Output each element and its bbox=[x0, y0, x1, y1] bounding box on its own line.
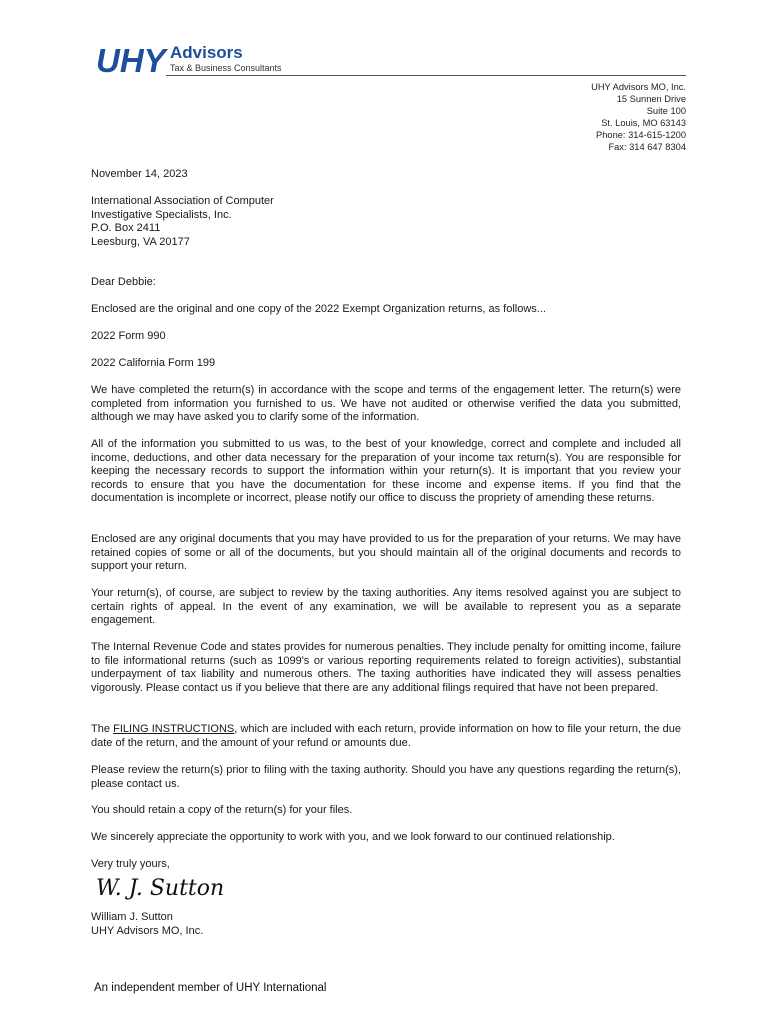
intro-paragraph: Enclosed are the original and one copy of the 2022 Exempt Organization returns, as follows... bbox=[91, 303, 546, 315]
address-line: Phone: 314-615-1200 bbox=[596, 130, 686, 140]
address-line: St. Louis, MO 63143 bbox=[601, 118, 686, 128]
signer-company: UHY Advisors MO, Inc. bbox=[91, 924, 204, 937]
signer-name: William J. Sutton bbox=[91, 911, 173, 923]
filing-instructions-link[interactable]: FILING INSTRUCTIONS bbox=[113, 723, 235, 735]
form-990-item: 2022 Form 990 bbox=[91, 330, 166, 342]
paragraph-filing-instructions bbox=[91, 723, 681, 750]
paragraph-appreciation: We sincerely appreciate the opportunity to work with you, and we look forward to our continued relationship. bbox=[91, 831, 615, 843]
paragraph-review-prior: Please review the return(s) prior to filing with the taxing authority. Should you have any questions regarding the return(s), please contact us. bbox=[91, 764, 681, 790]
signature bbox=[94, 873, 244, 907]
recipient-line: Leesburg, VA 20177 bbox=[91, 235, 190, 248]
logo-graphic bbox=[96, 40, 296, 90]
filing-prefix: The bbox=[91, 723, 114, 735]
address-line: Suite 100 bbox=[646, 106, 686, 116]
logo-name: Advisors bbox=[170, 43, 243, 62]
signer-block bbox=[91, 911, 681, 938]
paragraph-review: Your return(s), of course, are subject to review by the taxing authorities. Any items resolved against you are subject to certain rights of appeal. In the event of any examination, we will be available to represent you as a separate engagement. bbox=[91, 587, 681, 626]
address-line: Fax: 314 647 8304 bbox=[608, 142, 686, 152]
closing: Very truly yours, bbox=[91, 858, 170, 870]
firm-address bbox=[591, 81, 686, 153]
recipient-line: Investigative Specialists, Inc. bbox=[91, 208, 232, 221]
logo-tagline: Tax & Business Consultants bbox=[170, 63, 282, 73]
paragraph-documents: Enclosed are any original documents that you may have provided to us for the preparation of your returns. We may have retained copies of some or all of the documents, but you should maintain all of the original documents and records to support your return. bbox=[91, 533, 681, 572]
paragraph-penalties: The Internal Revenue Code and states provides for numerous penalties. They include penalty for omitting income, failure to file informational returns (such as 1099's or various reporting requirements related to foreign activities), substantial underpayment of tax liability and numerous others. The taxing authorities have indicated they will assess penalties vigorously. Please contact us if you believe that there are any additional filings required that have not been prepared. bbox=[91, 641, 681, 694]
address-line: UHY Advisors MO, Inc. bbox=[591, 82, 686, 92]
form-199-item: 2022 California Form 199 bbox=[91, 357, 216, 369]
signature-graphic bbox=[94, 873, 244, 907]
paragraph-engagement: We have completed the return(s) in accordance with the scope and terms of the engagement letter. The return(s) were completed from information you furnished to us. We have not audited or otherwise verified the data you submitted, although we may have asked you to clarify some of the information. bbox=[91, 384, 681, 423]
paragraph-information: All of the information you submitted to us was, to the best of your knowledge, correct and complete and included all income, deductions, and other data necessary for the preparation of your income tax return(s). You are responsible for keeping the necessary records to support the information within your return(s). It is important that you review your records to ensure that you have the documentation for these income and expense items. If you find that the documentation is incomplete or incorrect, please notify our office to discuss the propriety of amending these returns. bbox=[91, 438, 681, 504]
footer-member-note: An independent member of UHY International bbox=[94, 982, 327, 994]
paragraph-retain-copy: You should retain a copy of the return(s) for your files. bbox=[91, 804, 353, 816]
header-divider bbox=[166, 75, 686, 76]
address-line: 15 Sunnen Drive bbox=[616, 94, 686, 104]
recipient-address bbox=[91, 195, 681, 249]
recipient-line: International Association of Computer bbox=[91, 195, 274, 207]
letter-date: November 14, 2023 bbox=[91, 168, 188, 180]
salutation: Dear Debbie: bbox=[91, 276, 156, 288]
filing-suffix: , which are included with each return, provide information on how to file your return, the due date of the return, and the amount of your refund or amounts due. bbox=[91, 723, 681, 749]
signature-text: W. J. Sutton bbox=[96, 876, 225, 901]
logo-mark: UHY bbox=[96, 42, 166, 79]
uhy-advisors-logo bbox=[96, 40, 296, 90]
recipient-line: P.O. Box 2411 bbox=[91, 222, 161, 234]
